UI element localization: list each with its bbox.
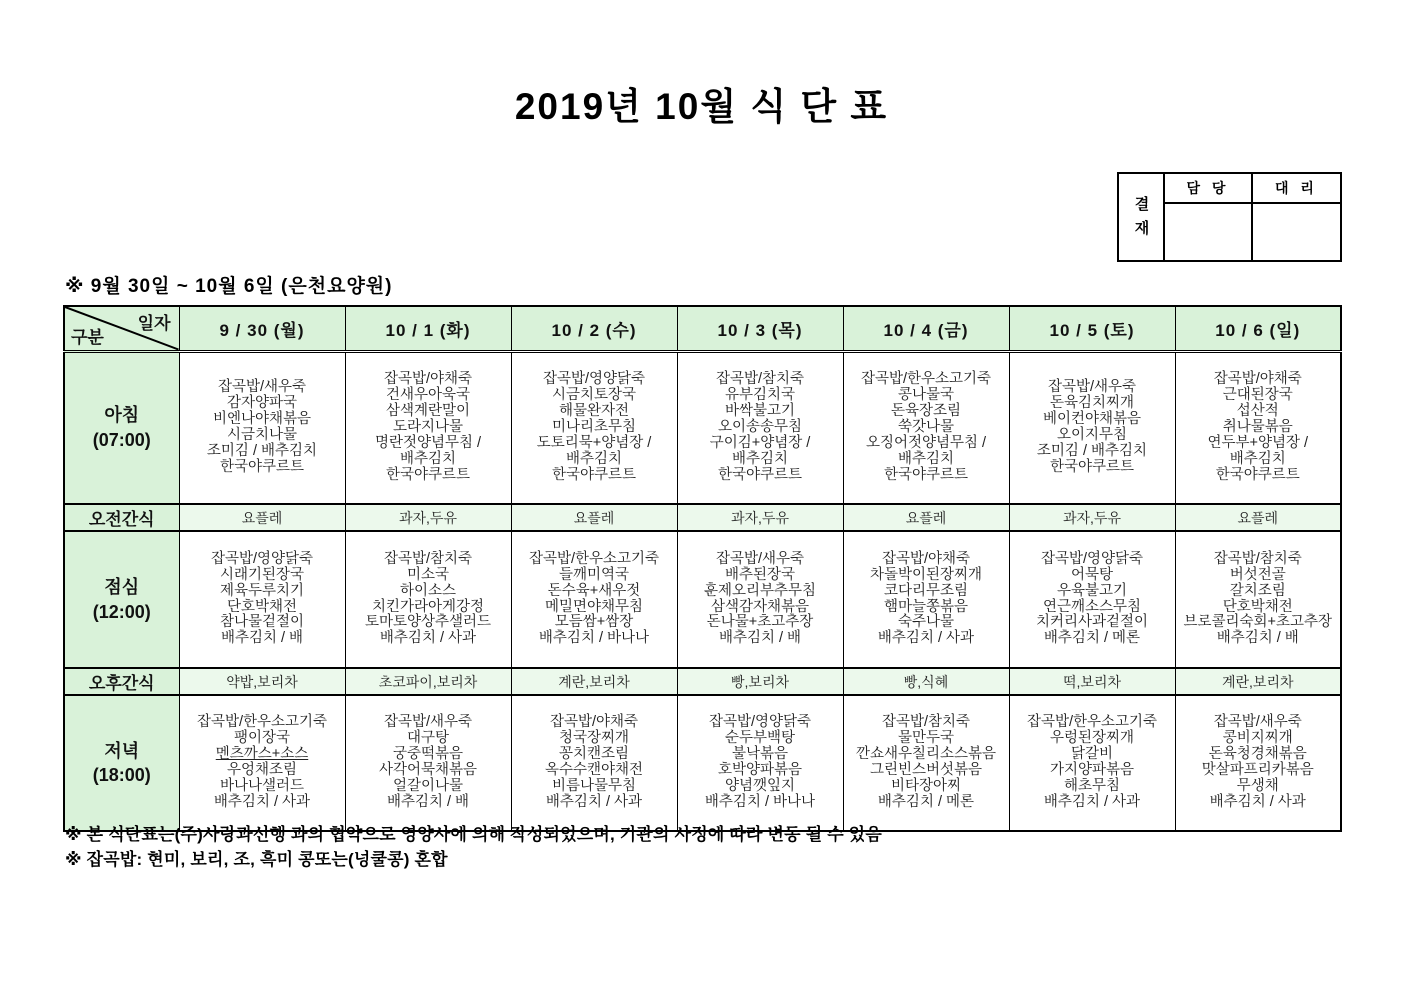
menu-item: 배추김치 / 바나나 — [538, 630, 650, 647]
menu-cell-점심-day2 — [345, 531, 511, 668]
menu-item: 멘츠까스+소스 — [215, 746, 309, 763]
menu-item: 잡곡밥/새우죽 — [217, 378, 307, 395]
approval-signature-cell-2 — [1252, 203, 1341, 261]
menu-item: 잡곡밥/야채죽 — [881, 550, 971, 567]
menu-item: 조미김 / 배추김치 — [206, 442, 318, 459]
menu-item: 우렁된장찌개 — [1049, 730, 1135, 747]
menu-item: 콩나물국 — [897, 386, 955, 403]
menu-item: 연근깨소스무침 — [1042, 598, 1142, 615]
snack-row-오전간식 — [64, 504, 1341, 531]
menu-item: 가지양파볶음 — [1049, 762, 1135, 778]
menu-item: 돈수육+새우젓 — [547, 582, 641, 599]
menu-item: 바싹불고기 — [724, 402, 796, 419]
menu-item: 배추김치 — [731, 450, 789, 467]
snack-cell-오후간식-day1: 약밥,보리차 — [179, 668, 345, 695]
menu-item: 버섯전골 — [1229, 566, 1286, 583]
menu-item: 배추김치 / 바나나 — [704, 793, 816, 810]
menu-item: 돈육김치찌개 — [1049, 394, 1135, 411]
menu-item: 근대된장국 — [1222, 386, 1293, 403]
menu-item: 차돌박이된장찌개 — [869, 566, 983, 583]
menu-item: 하이소스 — [399, 582, 457, 599]
menu-item: 꽁치캔조림 — [558, 746, 630, 763]
menu-cell-점심-day3 — [511, 531, 677, 668]
menu-cell-아침-day4 — [677, 351, 843, 504]
menu-item: 배추김치 / 사과 — [545, 793, 643, 810]
day-header-4: 10 / 3 (목) — [677, 306, 843, 351]
menu-item: 오이송송무침 — [717, 418, 803, 435]
snack-cell-오후간식-day4: 빵,보리차 — [677, 668, 843, 695]
menu-item: 양념깻잎지 — [724, 777, 796, 794]
menu-cell-아침-day2 — [345, 351, 511, 504]
menu-item: 제육두루치기 — [219, 582, 305, 599]
menu-item: 그린빈스버섯볶음 — [869, 762, 983, 778]
snack-cell-오전간식-day2: 과자,두유 — [345, 504, 511, 531]
menu-cell-아침-day1 — [179, 351, 345, 504]
menu-item: 사각어묵채볶음 — [378, 762, 478, 778]
menu-item: 시금치토장국 — [551, 386, 637, 403]
menu-item: 치킨가라아게강정 — [371, 598, 485, 615]
menu-item: 들깨미역국 — [558, 566, 630, 583]
menu-item: 대구탕 — [406, 730, 450, 747]
menu-item: 호박양파볶음 — [717, 762, 803, 778]
menu-item: 잡곡밥/야채죽 — [1213, 370, 1302, 387]
footer-notes — [65, 822, 882, 872]
menu-item: 메밀면야채무침 — [544, 598, 644, 615]
snack-cell-오전간식-day5: 요플레 — [843, 504, 1009, 531]
menu-item: 궁중떡볶음 — [392, 746, 464, 763]
menu-item: 배추김치 / 배 — [220, 630, 304, 647]
menu-item: 잡곡밥/참치죽 — [881, 714, 971, 731]
snack-cell-오후간식-day7: 계란,보리차 — [1175, 668, 1341, 695]
menu-item: 잡곡밥/한우소고기죽 — [196, 714, 328, 731]
menu-item: 배추김치 / 메론 — [877, 793, 975, 810]
menu-item: 배추김치 / 배 — [1216, 630, 1299, 647]
meal-row-점심 — [64, 531, 1341, 668]
day-header-row — [64, 306, 1341, 351]
note-grain-mix: ※ 잡곡밥: 현미, 보리, 조, 흑미 콩또는(넝쿨콩) 혼합 — [65, 850, 448, 869]
menu-item: 무생채 — [1236, 777, 1279, 794]
menu-item: 토마토양상추샐러드 — [364, 614, 492, 631]
menu-cell-저녁-day1 — [179, 695, 345, 831]
menu-item: 얼갈이나물 — [392, 777, 464, 794]
menu-item: 구이김+양념장 / — [709, 434, 811, 451]
menu-item: 연두부+양념장 / — [1207, 434, 1309, 451]
menu-item: 배추김치 / 배 — [718, 630, 802, 647]
menu-item: 훈제오리부추무침 — [703, 582, 817, 599]
row-label-오전간식: 오전간식 — [64, 504, 179, 531]
menu-item: 한국야쿠르트 — [717, 466, 803, 483]
snack-cell-오후간식-day6: 떡,보리차 — [1009, 668, 1175, 695]
menu-item: 팽이장국 — [233, 730, 291, 747]
page-title: 2019년 10월 식 단 표 — [514, 86, 889, 127]
note-provider: ※ 본 식단표는(주)사랑과선행 과의 협약으로 영양사에 의해 작성되었으며, 기관의 사정에 따라 변동 될 수 있음 — [65, 825, 883, 844]
menu-cell-저녁-day2 — [345, 695, 511, 831]
day-header-7: 10 / 6 (일) — [1175, 306, 1341, 351]
menu-item: 콩비지찌개 — [1222, 730, 1293, 747]
menu-item: 삼색감자채볶음 — [710, 598, 810, 615]
menu-item: 시래기된장국 — [219, 566, 305, 583]
menu-item: 순두부백탕 — [724, 730, 796, 747]
menu-cell-저녁-day3 — [511, 695, 677, 831]
menu-cell-저녁-day5 — [843, 695, 1009, 831]
menu-item: 단호박채전 — [1222, 598, 1293, 615]
snack-cell-오후간식-day5: 빵,식혜 — [843, 668, 1009, 695]
menu-item: 미나리초무침 — [551, 418, 637, 435]
menu-item: 청국장찌개 — [558, 730, 630, 747]
day-header-3: 10 / 2 (수) — [511, 306, 677, 351]
approval-col-daeri: 대 리 — [1252, 173, 1341, 203]
menu-item: 잡곡밥/한우소고기죽 — [528, 550, 660, 567]
menu-item: 배추김치 / 사과 — [379, 630, 477, 647]
menu-table — [63, 305, 1342, 832]
menu-cell-저녁-day6 — [1009, 695, 1175, 831]
menu-cell-점심-day7 — [1175, 531, 1341, 668]
menu-cell-점심-day4 — [677, 531, 843, 668]
meal-row-아침 — [64, 351, 1341, 504]
menu-item: 해물완자전 — [558, 402, 630, 419]
menu-item: 배추김치 / 사과 — [213, 793, 311, 810]
menu-item: 배추김치 — [399, 450, 457, 467]
menu-cell-아침-day7 — [1175, 351, 1341, 504]
menu-item: 비타장아찌 — [890, 777, 962, 794]
menu-item: 감자양파국 — [226, 394, 298, 411]
menu-item: 잡곡밥/야채죽 — [549, 714, 639, 731]
menu-item: 잡곡밥/새우죽 — [715, 550, 805, 567]
day-header-5: 10 / 4 (금) — [843, 306, 1009, 351]
menu-item: 닭갈비 — [1070, 746, 1114, 763]
approval-stamp-label: 결재 — [1118, 173, 1164, 261]
menu-item: 우육불고기 — [1056, 582, 1128, 599]
menu-item: 깐쇼새우칠리소스볶음 — [855, 746, 997, 763]
menu-item: 우엉채조림 — [226, 762, 298, 778]
menu-item: 잡곡밥/새우죽 — [1213, 714, 1302, 731]
day-header-1: 9 / 30 (월) — [179, 306, 345, 351]
menu-item: 물만두국 — [897, 730, 955, 747]
menu-cell-아침-day3 — [511, 351, 677, 504]
menu-cell-아침-day6 — [1009, 351, 1175, 504]
menu-item: 한국야쿠르트 — [551, 466, 637, 483]
row-label-점심: 점심 (12:00) — [64, 531, 179, 668]
menu-item: 잡곡밥/참치죽 — [383, 550, 473, 567]
menu-item: 배추김치 / 사과 — [1043, 793, 1141, 810]
snack-cell-오전간식-day7: 요플레 — [1175, 504, 1341, 531]
snack-cell-오후간식-day2: 초코파이,보리차 — [345, 668, 511, 695]
corner-label-date: 일자 — [137, 314, 171, 333]
menu-item: 배추김치 — [897, 450, 955, 467]
menu-item: 비엔나야채볶음 — [212, 410, 312, 427]
menu-item: 배추김치 / 사과 — [1209, 793, 1306, 810]
menu-item: 코다리무조림 — [883, 582, 969, 599]
menu-item: 바나나샐러드 — [219, 777, 305, 794]
snack-cell-오전간식-day3: 요플레 — [511, 504, 677, 531]
menu-item: 배추된장국 — [724, 566, 796, 583]
menu-cell-저녁-day7 — [1175, 695, 1341, 831]
approval-signature-cell-1 — [1164, 203, 1252, 261]
week-range-subtitle: ※ 9월 30일 ~ 10월 6일 (은천요양원) — [65, 276, 393, 297]
approval-box — [1117, 172, 1342, 262]
menu-item: 잡곡밥/한우소고기죽 — [1026, 714, 1158, 731]
menu-item: 돈나물+초고추장 — [706, 614, 814, 631]
snack-cell-오후간식-day3: 계란,보리차 — [511, 668, 677, 695]
menu-item: 배추김치 — [1229, 450, 1286, 467]
menu-item: 햄마늘쫑볶음 — [883, 598, 969, 615]
row-label-아침: 아침 (07:00) — [64, 351, 179, 504]
menu-item: 배추김치 / 메론 — [1043, 630, 1141, 647]
menu-item: 맛살파프리카볶음 — [1201, 762, 1314, 778]
menu-item: 잡곡밥/영양닭죽 — [1040, 550, 1144, 567]
menu-item: 브로콜리숙회+초고추장 — [1183, 614, 1333, 631]
menu-cell-저녁-day4 — [677, 695, 843, 831]
menu-item: 한국야쿠르트 — [385, 466, 471, 483]
menu-item: 비름나물무침 — [551, 777, 637, 794]
row-label-오후간식: 오후간식 — [64, 668, 179, 695]
menu-item: 오징어젓양념무침 / — [865, 434, 987, 451]
menu-item: 잡곡밥/영양닭죽 — [210, 550, 314, 567]
snack-row-오후간식 — [64, 668, 1341, 695]
menu-item: 배추김치 / 배 — [386, 793, 470, 810]
menu-item: 쑥갓나물 — [897, 418, 955, 435]
menu-item: 잡곡밥/영양닭죽 — [708, 714, 812, 731]
menu-item: 유부김치국 — [724, 386, 796, 403]
menu-item: 잡곡밥/야채죽 — [383, 370, 473, 387]
menu-item: 한국야쿠르트 — [1215, 466, 1300, 483]
snack-cell-오전간식-day4: 과자,두유 — [677, 504, 843, 531]
menu-item: 배추김치 — [565, 450, 623, 467]
day-header-6: 10 / 5 (토) — [1009, 306, 1175, 351]
menu-item: 배추김치 / 사과 — [877, 630, 975, 647]
menu-item: 돈육청경채볶음 — [1208, 746, 1307, 763]
menu-cell-점심-day1 — [179, 531, 345, 668]
menu-item: 어묵탕 — [1070, 566, 1114, 583]
menu-item: 베이컨야채볶음 — [1042, 410, 1142, 427]
menu-item: 도라지나물 — [392, 418, 464, 435]
menu-item: 숙주나물 — [897, 614, 955, 631]
menu-cell-점심-day5 — [843, 531, 1009, 668]
menu-item: 한국야쿠르트 — [1049, 458, 1135, 475]
menu-item: 잡곡밥/참치죽 — [715, 370, 805, 387]
corner-cell — [64, 306, 179, 351]
approval-col-damdang: 담 당 — [1164, 173, 1252, 203]
menu-item: 건새우아욱국 — [385, 386, 471, 403]
snack-cell-오전간식-day1: 요플레 — [179, 504, 345, 531]
row-label-저녁: 저녁 (18:00) — [64, 695, 179, 831]
menu-item: 잡곡밥/한우소고기죽 — [860, 370, 992, 387]
menu-cell-점심-day6 — [1009, 531, 1175, 668]
menu-item: 옥수수캔야채전 — [544, 762, 644, 778]
menu-item: 참나물겉절이 — [219, 614, 305, 631]
menu-item: 단호박채전 — [226, 598, 298, 615]
meal-row-저녁 — [64, 695, 1341, 831]
menu-item: 잡곡밥/영양닭죽 — [542, 370, 646, 387]
menu-item: 모듬쌈+쌈장 — [554, 614, 634, 631]
menu-item: 잡곡밥/참치죽 — [1213, 550, 1302, 567]
menu-item: 잡곡밥/새우죽 — [1047, 378, 1137, 395]
menu-item: 섭산적 — [1236, 402, 1279, 419]
menu-item: 돈육장조림 — [890, 402, 962, 419]
menu-item: 미소국 — [406, 566, 450, 583]
menu-item: 한국야쿠르트 — [883, 466, 969, 483]
menu-item: 오이지무침 — [1056, 426, 1128, 443]
menu-item: 도토리묵+양념장 / — [536, 434, 652, 451]
menu-item: 치커리사과겉절이 — [1035, 614, 1149, 631]
day-header-2: 10 / 1 (화) — [345, 306, 511, 351]
corner-label-category: 구분 — [71, 327, 104, 347]
menu-item: 갈치조림 — [1229, 582, 1286, 599]
menu-item: 시금치나물 — [226, 426, 298, 443]
menu-item: 조미김 / 배추김치 — [1036, 442, 1148, 459]
menu-item: 한국야쿠르트 — [219, 458, 305, 475]
menu-item: 삼색계란말이 — [385, 402, 471, 419]
menu-item: 불낙볶음 — [731, 746, 789, 763]
menu-item: 취나물볶음 — [1222, 418, 1293, 435]
menu-item: 명란젓양념무침 / — [374, 434, 482, 451]
menu-cell-아침-day5 — [843, 351, 1009, 504]
snack-cell-오전간식-day6: 과자,두유 — [1009, 504, 1175, 531]
menu-item: 해초무침 — [1063, 777, 1121, 794]
menu-item: 잡곡밥/새우죽 — [383, 714, 473, 731]
